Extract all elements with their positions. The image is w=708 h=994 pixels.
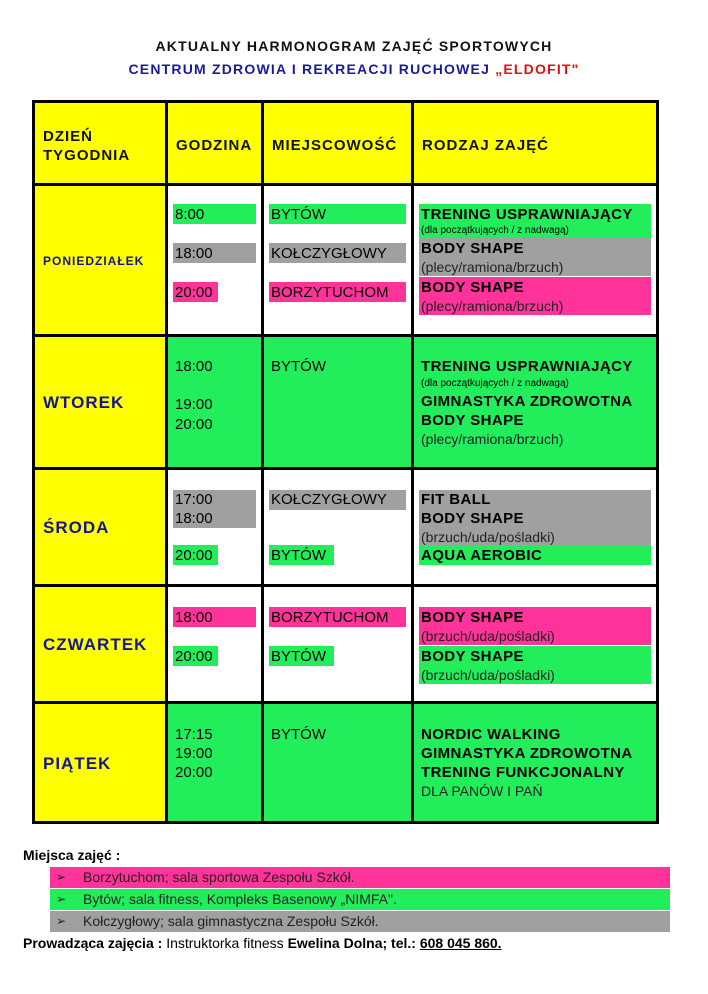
activity-name: TRENING FUNKCJONALNY: [421, 764, 625, 781]
day-cell-tuesday: [35, 337, 165, 467]
day-name-thursday: CZWARTEK: [43, 635, 148, 654]
activity-note: (plecy/ramiona/brzuch): [421, 431, 564, 447]
time-value: 18:00: [175, 510, 213, 527]
place-cell-wednesday: [264, 470, 411, 584]
activity-name: GIMNASTYKA ZDROWOTNA: [421, 745, 633, 762]
day-cell-thursday: [35, 587, 165, 701]
subtitle-prefix: CENTRUM ZDROWIA I REKREACJI RUCHOWEJ: [128, 61, 491, 77]
page-subtitle: [0, 61, 708, 77]
type-cell-friday: [414, 704, 656, 821]
activity-name: TRENING USPRAWNIAJĄCY: [421, 206, 633, 223]
phone-number[interactable]: 608 045 860.: [419, 935, 502, 951]
brand-name: „ELDOFIT": [495, 61, 580, 77]
legend-text: Kołczygłowy; sala gimnastyczna Zespołu Szkół.: [83, 913, 379, 929]
legend-text: Bytów; sala fitness, Kompleks Basenowy „NIMFA".: [83, 891, 397, 907]
time-cell-wednesday: [168, 470, 261, 584]
activity-note: (plecy/ramiona/brzuch): [421, 298, 564, 314]
time-cell-thursday: [168, 587, 261, 701]
legend-item-bytow: [50, 889, 670, 910]
activity-name: AQUA AEROBIC: [421, 547, 543, 564]
activity-name: GIMNASTYKA ZDROWOTNA: [421, 393, 633, 410]
activity-note: (brzuch/uda/pośladki): [421, 667, 555, 683]
place-value: BYTÓW: [271, 358, 326, 375]
type-cell-monday: [414, 186, 656, 334]
arrow-bullet-icon: ➢: [56, 914, 67, 928]
footer-role: Instruktorka fitness: [166, 935, 284, 951]
legend-text: Borzytuchom; sala sportowa Zespołu Szkół.: [83, 869, 355, 885]
activity-name: BODY SHAPE: [421, 510, 524, 527]
day-name-monday: PONIEDZIAŁEK: [43, 254, 145, 268]
day-cell-friday: [35, 704, 165, 821]
activity-note: DLA PANÓW I PAŃ: [421, 783, 543, 799]
page-title: AKTUALNY HARMONOGRAM ZAJĘĆ SPORTOWYCH: [155, 38, 553, 54]
time-value: 17:00: [175, 491, 213, 508]
type-cell-thursday: [414, 587, 656, 701]
place-cell-tuesday: [264, 337, 411, 467]
day-name-friday: PIĄTEK: [43, 754, 112, 773]
place-value: KOŁCZYGŁOWY: [271, 491, 387, 508]
header-day-cell: [35, 103, 165, 183]
place-value: BYTÓW: [271, 206, 326, 223]
time-value: 18:00: [175, 245, 213, 262]
contact-footer: [23, 935, 502, 951]
activity-note: (dla początkujących / z nadwagą): [421, 378, 569, 389]
day-name-tuesday: WTOREK: [43, 393, 125, 412]
day-cell-wednesday: [35, 470, 165, 584]
activity-name: BODY SHAPE: [421, 648, 524, 665]
time-value: 19:00: [175, 396, 213, 413]
time-value: 8:00: [175, 206, 205, 223]
activity-name: BODY SHAPE: [421, 412, 524, 429]
time-value: 20:00: [175, 416, 213, 433]
header-type-cell: [414, 103, 656, 183]
type-cell-wednesday: [414, 470, 656, 584]
place-value: BORZYTUCHOM: [271, 284, 389, 301]
header-time: GODZINA: [176, 137, 253, 154]
header-day-line2: TYGODNIA: [43, 147, 131, 164]
place-value: KOŁCZYGŁOWY: [271, 245, 387, 262]
place-cell-thursday: [264, 587, 411, 701]
time-value: 20:00: [175, 764, 213, 781]
activity-name: BODY SHAPE: [421, 609, 524, 626]
type-cell-tuesday: [414, 337, 656, 467]
legend-title: Miejsca zajęć :: [23, 847, 121, 863]
activity-name: BODY SHAPE: [421, 240, 524, 257]
day-name-wednesday: ŚRODA: [43, 518, 110, 537]
time-value: 20:00: [175, 547, 213, 564]
header-place-cell: [264, 103, 411, 183]
place-cell-monday: [264, 186, 411, 334]
time-cell-monday: [168, 186, 261, 334]
footer-name: Ewelina Dolna; tel.:: [287, 935, 416, 951]
header-type: RODZAJ ZAJĘĆ: [422, 137, 550, 154]
arrow-bullet-icon: ➢: [56, 870, 67, 884]
header-place: MIEJSCOWOŚĆ: [272, 137, 398, 154]
place-value: BYTÓW: [271, 547, 326, 564]
activity-note: (brzuch/uda/pośladki): [421, 628, 555, 644]
day-cell-monday: [35, 186, 165, 334]
activity-note: (dla początkujących / z nadwagą): [421, 225, 569, 236]
time-value: 17:15: [175, 726, 213, 743]
activity-name: BODY SHAPE: [421, 279, 524, 296]
activity-note: (plecy/ramiona/brzuch): [421, 259, 564, 275]
time-value: 20:00: [175, 648, 213, 665]
activity-note: (brzuch/uda/pośladki): [421, 529, 555, 545]
place-value: BYTÓW: [271, 648, 326, 665]
legend-item-borzytuchom: [50, 867, 670, 888]
schedule-table: [32, 100, 659, 824]
time-value: 18:00: [175, 358, 213, 375]
place-value: BYTÓW: [271, 726, 326, 743]
place-cell-friday: [264, 704, 411, 821]
activity-name: FIT BALL: [421, 491, 491, 508]
activity-name: TRENING USPRAWNIAJĄCY: [421, 358, 633, 375]
activity-name: NORDIC WALKING: [421, 726, 561, 743]
arrow-bullet-icon: ➢: [56, 892, 67, 906]
header-time-cell: [168, 103, 261, 183]
footer-label: Prowadząca zajęcia :: [23, 935, 163, 951]
place-value: BORZYTUCHOM: [271, 609, 389, 626]
time-cell-tuesday: [168, 337, 261, 467]
header-day-line1: DZIEŃ: [43, 128, 93, 145]
time-cell-friday: [168, 704, 261, 821]
time-value: 20:00: [175, 284, 213, 301]
time-value: 19:00: [175, 745, 213, 762]
legend-item-kolczyglowy: [50, 911, 670, 932]
time-value: 18:00: [175, 609, 213, 626]
